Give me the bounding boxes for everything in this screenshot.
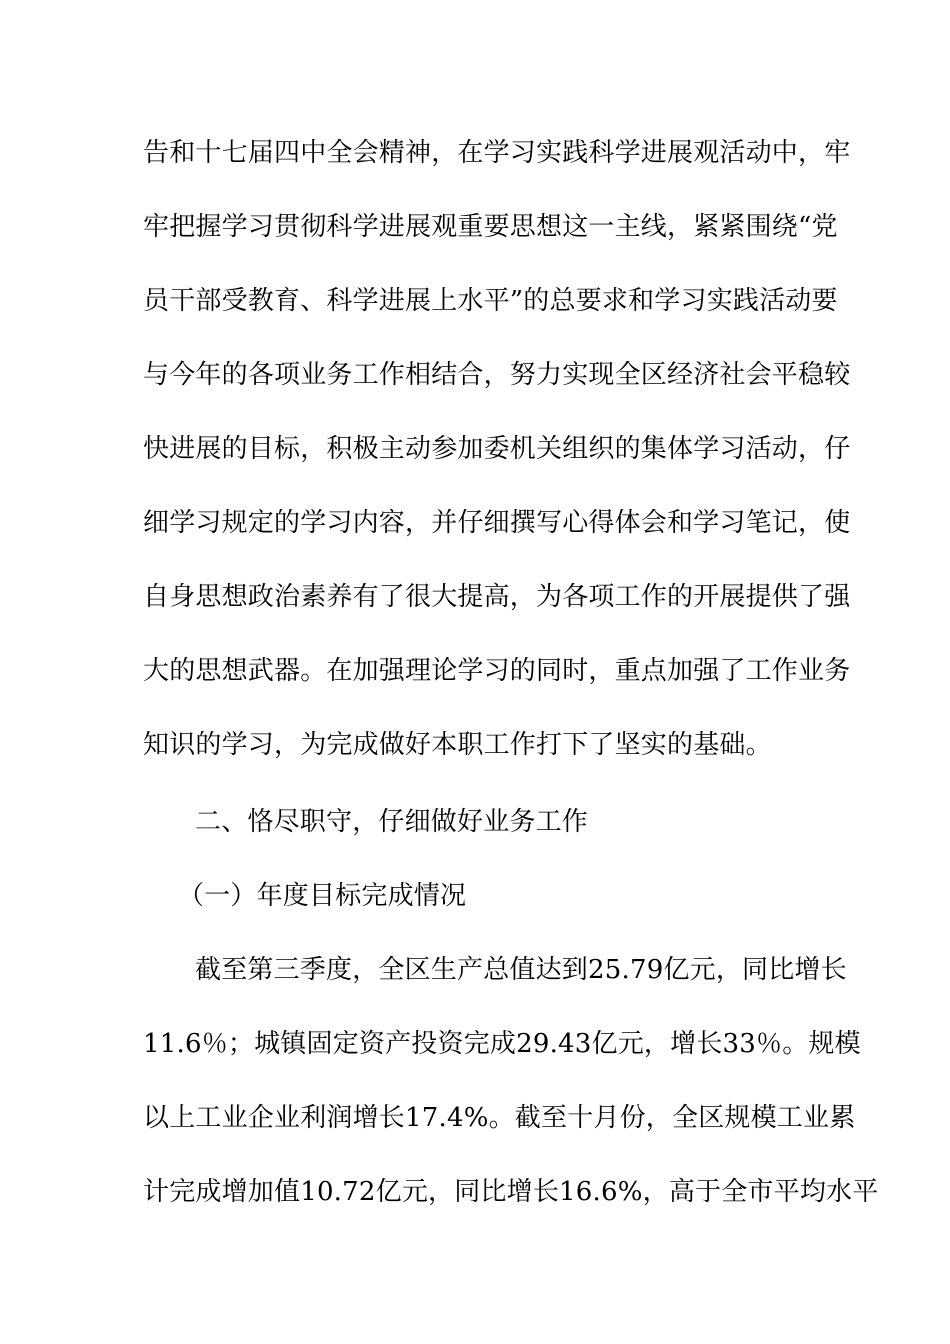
body-text-line: 牢把握学习贯彻科学进展观重要思想这一主线，紧紧围绕“党 (143, 212, 838, 242)
body-text-line: 11.6％；城镇固定资产投资完成29.43亿元，增长33％。规模 (143, 1029, 861, 1059)
body-text-line: 自身思想政治素养有了很大提高，为各项工作的开展提供了强 (143, 582, 851, 612)
body-text-line: 告和十七届四中全会精神，在学习实践科学进展观活动中，牢 (143, 138, 851, 168)
body-text-line: 细学习规定的学习内容，并仔细撰写心得体会和学习笔记，使 (143, 508, 851, 538)
body-text-line: 大的思想武器。在加强理论学习的同时，重点加强了工作业务 (143, 656, 851, 686)
body-text-line: 知识的学习，为完成做好本职工作打下了坚实的基础。 (143, 730, 772, 760)
body-text-line: 截至第三季度，全区生产总值达到25.79亿元，同比增长 (195, 955, 847, 985)
body-text-line: 员干部受教育、科学进展上水平”的总要求和学习实践活动要 (143, 286, 838, 316)
body-text-line: 与今年的各项业务工作相结合，努力实现全区经济社会平稳较 (143, 360, 851, 390)
subsection-heading: （一）年度目标完成情况 (178, 881, 467, 911)
section-heading: 二、恪尽职守，仔细做好业务工作 (195, 807, 589, 837)
body-text-line: 快进展的目标，积极主动参加委机关组织的集体学习活动，仔 (143, 434, 851, 464)
body-text-line: 计完成增加值10.72亿元，同比增长16.6%，高于全市平均水平 (143, 1177, 879, 1207)
body-text-line: 以上工业企业利润增长17.4%。截至十月份，全区规模工业累 (143, 1103, 856, 1133)
